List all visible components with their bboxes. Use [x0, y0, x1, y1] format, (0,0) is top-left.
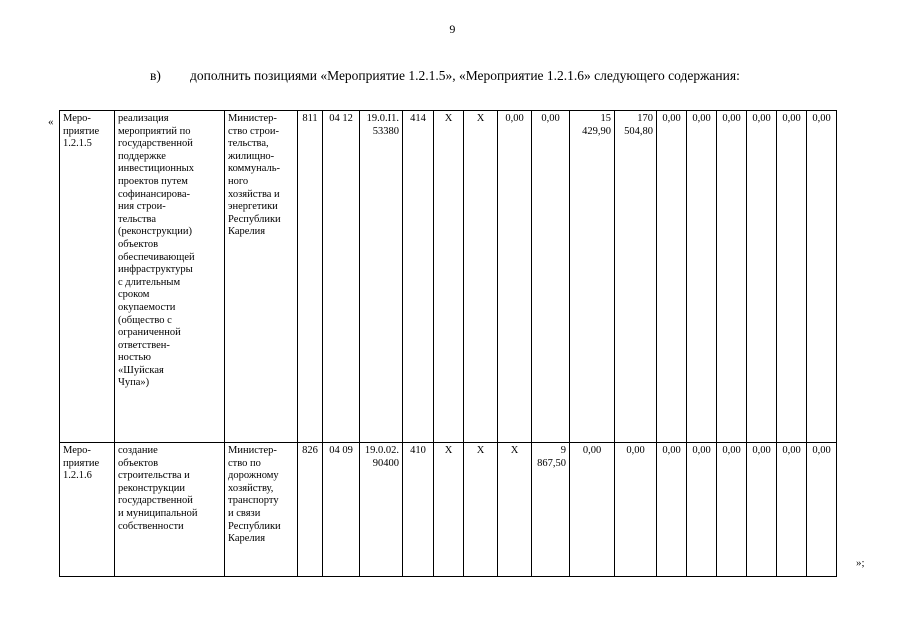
- value-cell: 0,00: [777, 443, 807, 577]
- rzpr-code: 04 12: [323, 111, 360, 443]
- measure-id: Меро- приятие 1.2.1.5: [60, 111, 115, 443]
- closing-quote: »;: [856, 557, 865, 569]
- grbs-code: 811: [298, 111, 323, 443]
- value-cell: 0,00: [807, 443, 837, 577]
- measures-table: [59, 110, 837, 577]
- value-cell: 15 429,90: [570, 111, 615, 443]
- measure-id: Меро- приятие 1.2.1.6: [60, 443, 115, 577]
- grbs-code: 826: [298, 443, 323, 577]
- value-cell: 9 867,50: [532, 443, 570, 577]
- value-cell: Х: [434, 443, 464, 577]
- csr-code: 19.0.I1. 53380: [360, 111, 403, 443]
- vr-code: 414: [403, 111, 434, 443]
- value-cell: Х: [464, 443, 498, 577]
- value-cell: 0,00: [498, 111, 532, 443]
- csr-code: 19.0.02. 90400: [360, 443, 403, 577]
- value-cell: 0,00: [687, 443, 717, 577]
- value-cell: 0,00: [717, 443, 747, 577]
- value-cell: 0,00: [532, 111, 570, 443]
- value-cell: Х: [434, 111, 464, 443]
- value-cell: 0,00: [777, 111, 807, 443]
- value-cell: 0,00: [807, 111, 837, 443]
- vr-code: 410: [403, 443, 434, 577]
- table-row: [60, 443, 837, 577]
- intro-marker: в): [150, 68, 161, 83]
- value-cell: Х: [464, 111, 498, 443]
- value-cell: 0,00: [657, 443, 687, 577]
- measure-name: реализация мероприятий по государственной поддержке инвестиционных проектов путем софинансирова- ния строи- тельства (реконструкции) объектов обеспечивающей инфраструктуры с длительным сроком окупаемости (общество с ограниченной ответствен- ностью «Шуйская Чупа»): [115, 111, 225, 443]
- opening-quote: «: [48, 116, 54, 128]
- value-cell: 0,00: [717, 111, 747, 443]
- value-cell: Х: [498, 443, 532, 577]
- table-row: [60, 111, 837, 443]
- measure-executor: Министер- ство строи- тельства, жилищно- коммуналь- ного хозяйства и энергетики Республики Карелия: [225, 111, 298, 443]
- intro-paragraph: [150, 68, 740, 84]
- value-cell: 0,00: [747, 111, 777, 443]
- measure-name: создание объектов строительства и реконструкции государственной и муниципальной собственности: [115, 443, 225, 577]
- value-cell: 0,00: [747, 443, 777, 577]
- value-cell: 0,00: [615, 443, 657, 577]
- rzpr-code: 04 09: [323, 443, 360, 577]
- value-cell: 0,00: [687, 111, 717, 443]
- intro-text: дополнить позициями «Мероприятие 1.2.1.5», «Мероприятие 1.2.1.6» следующего содержания:: [190, 68, 740, 83]
- measure-executor: Министер- ство по дорожному хозяйству, транспорту и связи Республики Карелия: [225, 443, 298, 577]
- value-cell: 0,00: [570, 443, 615, 577]
- value-cell: 0,00: [657, 111, 687, 443]
- page-number: 9: [449, 22, 456, 36]
- value-cell: 170 504,80: [615, 111, 657, 443]
